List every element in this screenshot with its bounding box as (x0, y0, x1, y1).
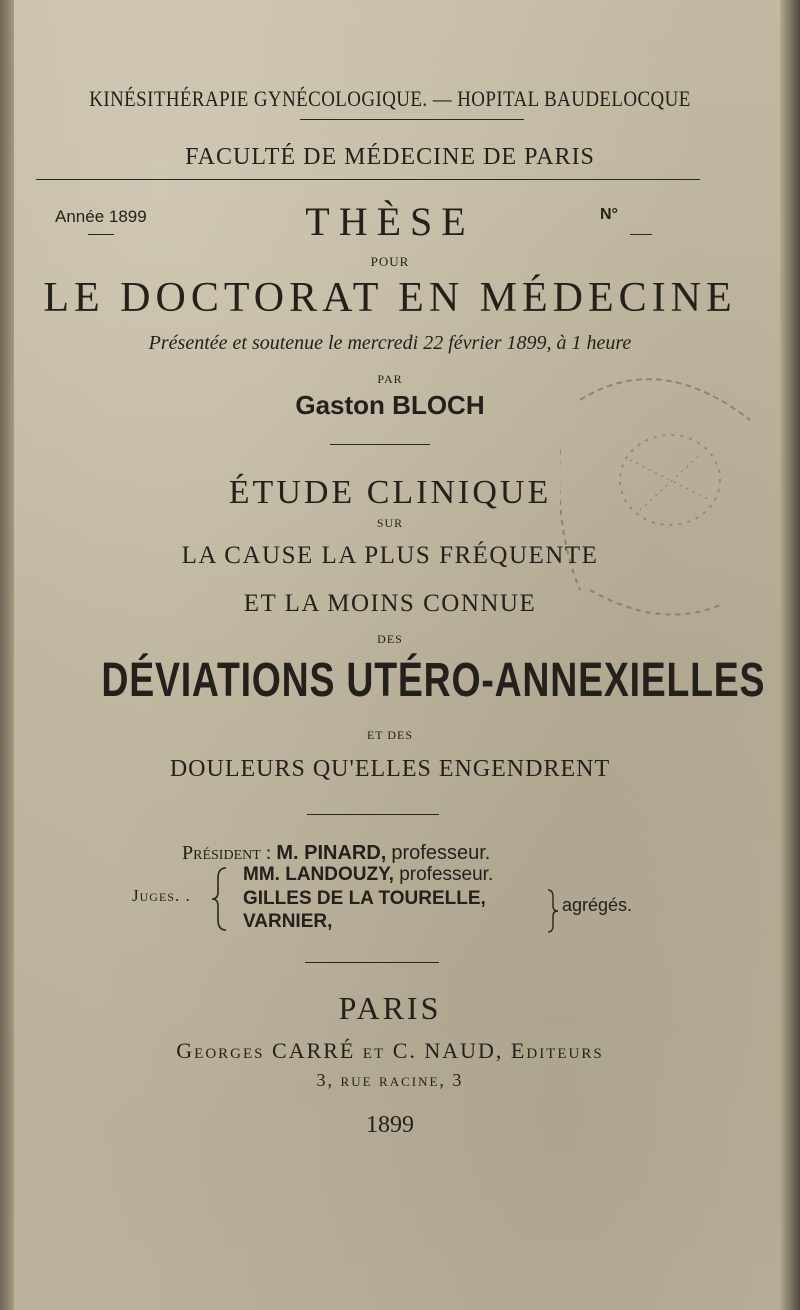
page-left-edge (0, 0, 14, 1310)
faculty-name: FACULTÉ DE MÉDECINE DE PARIS (185, 144, 595, 170)
degree-title: LE DOCTORAT EN MÉDECINE (43, 275, 737, 321)
address: 3, rue racine, 3 (316, 1070, 464, 1090)
president-label: Président (182, 842, 261, 864)
judge-1-title: professeur. (399, 864, 494, 885)
des-label: DES (377, 632, 403, 646)
divider (330, 444, 430, 445)
subject-line-5: DOULEURS QU'ELLES ENGENDRENT (169, 756, 611, 782)
right-brace (546, 888, 560, 934)
judge-2-name: GILLES DE LA TOURELLE, (243, 888, 486, 909)
agreges-label: agrégés. (562, 895, 633, 915)
president-name: M. PINARD, (276, 842, 387, 864)
publication-year: 1899 (366, 1112, 414, 1138)
divider (305, 962, 439, 963)
pour-label: POUR (370, 254, 410, 269)
judge-3 (243, 911, 332, 933)
left-brace (210, 866, 232, 932)
divider (300, 119, 524, 120)
city: PARIS (338, 990, 442, 1026)
et-des-label: ET DES (366, 728, 414, 742)
president-title: professeur. (391, 842, 491, 864)
publisher: Georges CARRÉ et C. NAUD, Editeurs (176, 1038, 604, 1063)
author-name: Gaston BLOCH (295, 390, 485, 420)
president-line (182, 842, 490, 865)
series-header: KINÉSITHÉRAPIE GYNÉCOLOGIQUE. — HOPITAL BAUDELOCQUE (89, 86, 691, 111)
number-label: N° (600, 206, 618, 223)
subject-line-4: DÉVIATIONS UTÉRO-ANNEXIELLES (101, 654, 766, 707)
page-right-edge (780, 0, 800, 1310)
colon: : (265, 842, 277, 864)
thesis-title: THÈSE (305, 199, 475, 244)
subject-line-3: ET LA MOINS CONNUE (243, 590, 537, 617)
divider (307, 814, 439, 815)
judge-2 (243, 888, 486, 910)
par-label: PAR (377, 372, 403, 386)
subject-line-2: LA CAUSE LA PLUS FRÉQUENTE (181, 542, 599, 569)
judges-label: Juges. . (132, 886, 191, 905)
sur-label: SUR (376, 516, 404, 530)
judge-3-name: VARNIER, (243, 911, 333, 932)
year-label: Année 1899 (55, 207, 147, 226)
subject-line-1: ÉTUDE CLINIQUE (228, 474, 552, 511)
judge-1 (243, 864, 493, 886)
judge-1-name: MM. LANDOUZY, (243, 864, 394, 885)
divider (36, 179, 700, 180)
presentation-line: Présentée et soutenue le mercredi 22 février 1899, à 1 heure (148, 332, 632, 354)
library-stamp-icon (560, 360, 780, 640)
